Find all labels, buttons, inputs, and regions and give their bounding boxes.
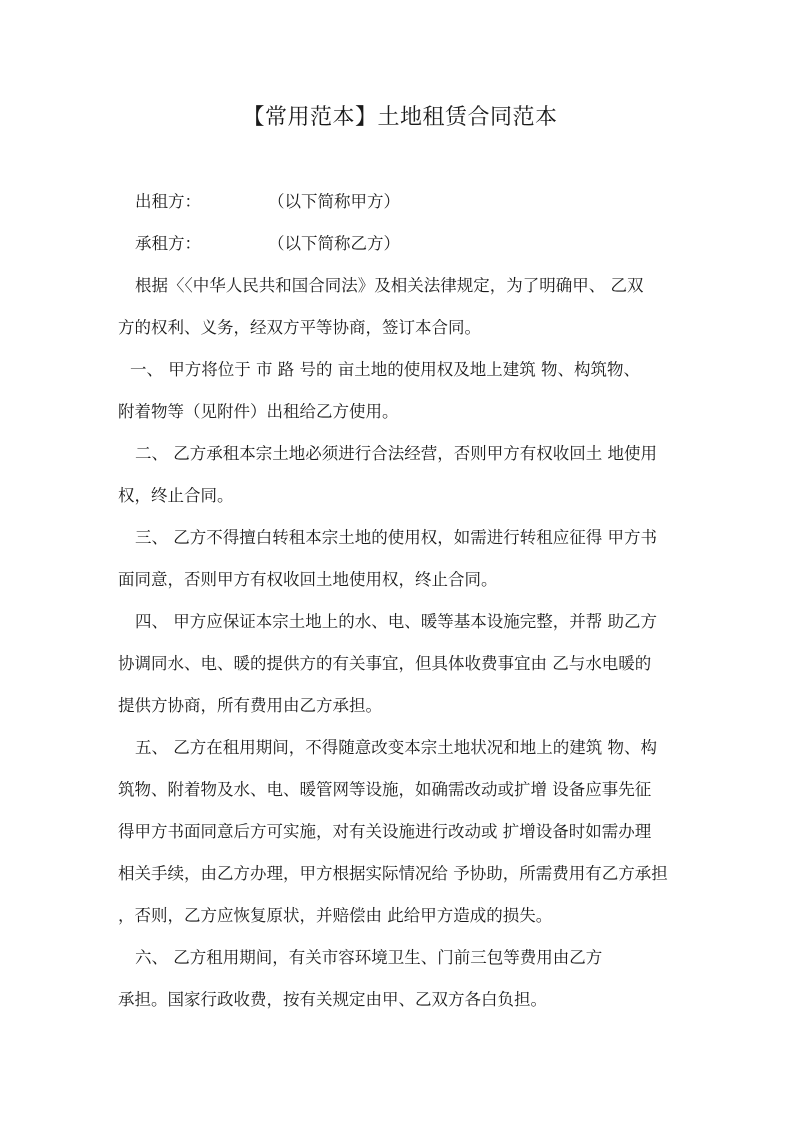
paragraph-line: 提供方协商，所有费用由乙方承担。 [118, 696, 382, 715]
paragraph-line: 方的权利、义务，经双方平等协商，签订本合同。 [118, 318, 481, 337]
lessee-note: （以下简称乙方） [268, 234, 400, 253]
paragraph-line: 四、 甲方应保证本宗土地上的水、电、暖等基本设施完整，并帮 助乙方 [135, 612, 657, 631]
paragraph-line: 一、 甲方将位于 市 路 号的 亩土地的使用权及地上建筑 物、构筑物、 [130, 360, 640, 379]
paragraph-line: 权，终止合同。 [118, 486, 234, 505]
paragraph-line: 协调同水、电、暖的提供方的有关事宜，但具体收费事宜由 乙与水电暖的 [118, 654, 652, 673]
paragraph-line: 二、 乙方承租本宗土地必须进行合法经营，否则甲方有权收回土 地使用 [135, 444, 657, 463]
paragraph-line: 面同意，否则甲方有权收回土地使用权，终止合同。 [118, 570, 498, 589]
paragraph-line: 筑物、附着物及水、电、暖管网等设施，如确需改动或扩增 设备应事先征 [118, 780, 652, 799]
lessor-label: 出租方： [135, 192, 201, 211]
paragraph-line: 附着物等（见附件）出租给乙方使用。 [118, 402, 399, 421]
paragraph-line: 三、 乙方不得擅白转租本宗土地的使用权，如需进行转租应征得 甲方书 [135, 528, 657, 547]
lessor-note: （以下简称甲方） [268, 192, 400, 211]
document-title: 【常用范本】土地租赁合同范本 [242, 105, 558, 130]
paragraph-line: 相关手续，由乙方办理，甲方根据实际情况给 予协助，所需费用有乙方承担 [118, 864, 668, 883]
paragraph-line: ，否则，乙方应恢复原状，并赔偿由 此给甲方造成的损失。 [118, 906, 553, 925]
lessee-label: 承租方： [135, 234, 201, 253]
paragraph-line: 承担。国家行政收费，按有关规定由甲、乙双方各白负担。 [118, 990, 547, 1009]
paragraph-line: 得甲方书面同意后方可实施，对有关设施进行改动或 扩增设备时如需办理 [118, 822, 652, 841]
paragraph-line: 五、 乙方在租用期间，不得随意改变本宗土地状况和地上的建筑 物、构 [135, 738, 657, 757]
paragraph-line: 六、 乙方租用期间，有关市容环境卫生、门前三包等费用由乙方 [135, 948, 603, 967]
paragraph-line: 根据〈〈中华人民共和国合同法》及相关法律规定，为了明确甲、 乙双 [135, 276, 644, 295]
